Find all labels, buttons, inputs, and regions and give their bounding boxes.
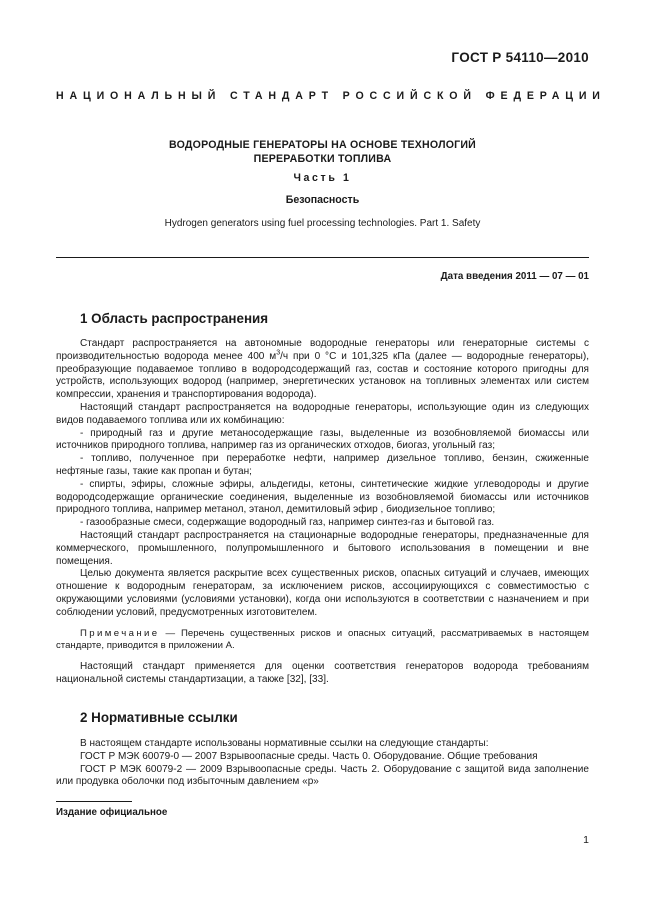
list-item: - спирты, эфиры, сложные эфиры, альдегиды, кетоны, синтетические жидкие углеводороды и другие водородсодержащие органические соединения, выделенные из возобновляемой биомассы или источников природного топлива, например метанол, этанол, демитиловый эфир , биодизельное топливо; [56,478,589,516]
document-title [56,138,589,166]
reference-item: ГОСТ Р МЭК 60079-0 — 2007 Взрывоопасные среды. Часть 0. Оборудование. Общие требования [80,750,538,762]
paragraph: Настоящий стандарт распространяется на стационарные водородные генераторы, предназначенные для коммерческого, промышленного, полупромышленного и бытового использования в помещении и вне помещения. [56,529,589,567]
document-subtitle: Безопасность [285,194,360,206]
note-label: Примечание [80,627,160,639]
note: Примечание — Перечень существенных рисков и опасных ситуаций, рассматриваемых в настоящем стандарте, приводится в приложении А. [56,627,589,652]
standard-code: ГОСТ Р 54110—2010 [451,50,589,65]
official-edition-label: Издание официальное [56,807,168,818]
paragraph: Целью документа является раскрытие всех существенных рисков, опасных ситуаций и случаев, имеющих отношение к водородным генераторам, за исключением рисков, ассоциирующихся с совместимостью с окружающими условиями (условиями установки), когда они используются в соответствии с назначением и при соблюдении условий, предусмотренных изготовителем. [56,568,589,618]
section-2-body [56,738,589,789]
national-standard-banner: НАЦИОНАЛЬНЫЙ СТАНДАРТ РОССИЙСКОЙ ФЕДЕРАЦИИ [56,90,606,102]
english-title: Hydrogen generators using fuel processing technologies. Part 1. Safety [164,218,481,229]
section-1-body [56,338,589,687]
title-line-1: ВОДОРОДНЫЕ ГЕНЕРАТОРЫ НА ОСНОВЕ ТЕХНОЛОГИЙ [169,139,476,151]
list-item: - природный газ и другие метаносодержащие газы, выделенные из возобновляемой биомассы или источников природного топлива, например газ из органических отходов, биогаз, угольный газ; [56,427,589,452]
paragraph: В настоящем стандарте использованы нормативные ссылки на следующие стандарты: [80,738,489,749]
list-item: - топливо, полученное при переработке нефти, например дизельное топливо, бензин, сжиженные нефтяные газы, такие как пропан и бутан; [56,453,589,477]
paragraph: Настоящий стандарт применяется для оценки соответствия генераторов водорода требованиям национальной системы стандартизации, а также [32], [33]. [56,661,589,685]
paragraph: Стандарт распространяется на автономные водородные генераторы или генераторные системы с производительностью водорода менее 400 $м^3/ч$ при 0 °С и 101,325 кПа (далее — водородные генераторы), преобразующие подаваемое топливо в водородсодержащий газ, состав и состояние которого пригодны для устройств, использующих водород (например, энергетических установок на топливных элементах или систем компрессии, хранения и транспортирования водорода). [56,338,589,401]
paragraph: Настоящий стандарт распространяется на водородные генераторы, использующие один из следующих видов подаваемого топлива или их комбинацию: [56,401,589,426]
section-1-heading: 1 Область распространения [80,311,269,326]
part-number: Часть 1 [293,172,352,184]
title-line-2: ПЕРЕРАБОТКИ ТОПЛИВА [253,153,392,165]
list-item: - газообразные смеси, содержащие водородный газ, например синтез-газ и бытовой газ. [80,517,495,529]
section-2-heading: 2 Нормативные ссылки [80,710,238,725]
introduction-date: Дата введения 2011 — 07 — 01 [440,271,589,282]
header-divider [56,257,589,258]
footer-divider [56,801,132,802]
reference-item: ГОСТ Р МЭК 60079-2 — 2009 Взрывоопасные среды. Часть 2. Оборудование с защитой вида заполнение или продувка оболочки под избыточным давлением «р» [56,763,589,788]
page-number: 1 [583,834,589,846]
